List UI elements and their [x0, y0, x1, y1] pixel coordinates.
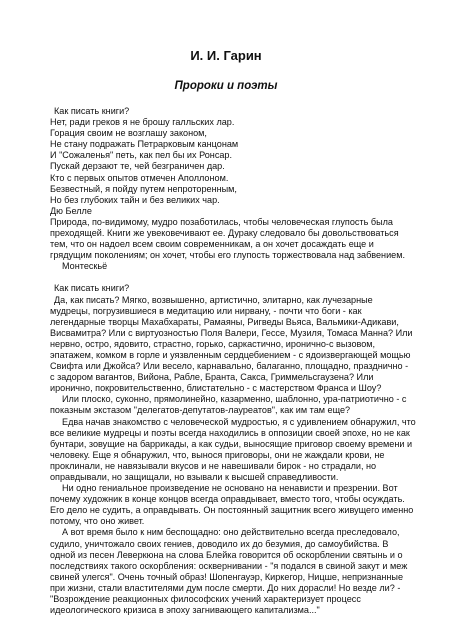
- text-line: преходящей. Книги же увековечивают ее. Дураку следовало бы довольствоваться: [50, 228, 399, 239]
- text-line: оправдывали, но защищали, но взывали к высшей справедливости.: [50, 472, 339, 482]
- text-line: проклинали, не навязывали вкусов и не навешивали бирок - но страдали, но: [50, 460, 377, 471]
- author-name: И. И. Гарин: [190, 48, 262, 63]
- text-line: человеку. Еще я обнаружил, что, вынося приговоры, они не жаждали крови, не: [50, 449, 385, 460]
- text-line: Его дело не судить, а оправдывать. Он постоянный защитник всего живущего именно: [50, 505, 414, 516]
- text-line: нервно, остро, ядовито, страстно, горько, саркастично, иронично-с вызовом,: [50, 338, 376, 349]
- text-line: показным экстазом "делегатов-депутатов-лауреатов", как им там еще?: [50, 405, 351, 416]
- text-line: А вот время было к ним беспощадно: оно действительно всегда преследовало,: [62, 527, 400, 538]
- text-line: Как писать книги?: [54, 283, 130, 294]
- document-title: Пророки и поэты: [174, 80, 278, 92]
- text-line: тем, что он надоел всем своим современникам, а он хочет досаждать еще и: [50, 239, 374, 250]
- text-line: "Возрождение реакционных философских учений характеризует процесс: [50, 594, 361, 605]
- epigraph-block: [50, 106, 430, 272]
- text-line: с задором вагантов, Вийона, Рабле, Бранта, Сакса, Гриммельсгаузена? Или: [50, 372, 374, 383]
- text-line: все великие мудрецы и поэты всегда находились в оппозиции своей эпохе, но не как: [50, 427, 410, 438]
- text-line: эпатажем, комком в горле и уязвленным сердцебиением - с ядоизвергающей мощью: [50, 349, 411, 360]
- text-line: Но без глубоких тайн и без великих чар.: [50, 194, 220, 205]
- text-line: Горация своим не возглашу законом,: [50, 128, 207, 139]
- text-line: потому, что оно живет.: [50, 516, 145, 527]
- text-line: свиней улегся". Очень точный образ! Шопенгауэр, Киркегор, Ницше, непризнанные: [50, 571, 404, 582]
- text-line: легендарные творцы Махабхараты, Рамаяны, Ригведы Вьяса, Вальмики-Адикави,: [50, 316, 399, 327]
- text-line: Или плоско, суконно, прямолинейно, казарменно, шаблонно, ура-патриотично - с: [62, 394, 407, 405]
- epigraph-attribution: Дю Белле: [50, 205, 92, 216]
- text-line: Не стану подражать Петрарковым канцонам: [50, 139, 239, 150]
- text-line: Пускай дерзают те, чей безграничен дар.: [50, 161, 225, 172]
- text-line: грядущим поколениям; он хочет, чтобы его глупость торжествовала над забвением.: [50, 250, 405, 261]
- text-line: бунтари, зовущие на баррикады, а как судьи, выносящие приговор своему времени и: [50, 438, 413, 449]
- text-line: Свифта или Джойса? Или весело, карнавально, балаганно, площадно, празднично -: [50, 361, 409, 372]
- main-text-block: [50, 283, 430, 616]
- text-line: Природа, по-видимому, мудро позаботилась, чтобы человеческая глупость была: [50, 216, 393, 227]
- text-line: при жизни, стали властителями дум после смерти. До них дорасли! Но везде ли? -: [50, 582, 401, 593]
- text-line: иронично, покровительственно, блистательно - с мастерством Франса и Шоу?: [50, 383, 382, 394]
- document-body: [50, 106, 430, 616]
- text-line: Висвамитра? Или с виртуозностью Поля Валери, Гессе, Музиля, Томаса Манна? Или: [50, 327, 413, 338]
- epigraph-attribution: Монтескьё: [62, 261, 108, 272]
- text-line: одной из песен Леверкюна на слова Блейка говорится об оскорблении святынь и о: [50, 549, 403, 560]
- text-line: Едва начав знакомство с человеческой мудростью, я с удивлением обнаружил, что: [62, 416, 416, 427]
- paragraph-gap: [50, 272, 430, 283]
- text-line: Кто с первых опытов отмечен Аполлоном.: [50, 172, 229, 183]
- text-line: Ни одно гениальное произведение не основано на ненависти и презрении. Вот: [62, 483, 398, 494]
- text-line: Как писать книги?: [54, 106, 130, 116]
- text-line: Безвестный, я пойду путем непротоpенным,: [50, 183, 237, 194]
- text-line: почему художник в конце концов всегда оправдывает, вместо того, чтобы осуждать.: [50, 494, 405, 505]
- text-line: мудрецы, погрузившиеся в медитацию или нирвану, - почти что боги - как: [50, 305, 362, 316]
- text-line: И "Сожаленья" петь, как пел бы их Ронсар.: [50, 150, 233, 161]
- text-line: Да, как писать? Мягко, возвышенно, артистично, элитарно, как лучезарные: [54, 294, 373, 305]
- text-line: судило, уничтожало своих гениев, доводило их до безумия, до самоубийства. В: [50, 538, 389, 549]
- text-line: идеологического кризиса в эпоху загнивающего капитализма...": [50, 605, 320, 616]
- text-line: Нет, ради греков я не брошу галльских лар.: [50, 117, 235, 128]
- text-line: последствиях такого оскорбления: осквернивании - "я подался в свиной закут и меж: [50, 560, 408, 571]
